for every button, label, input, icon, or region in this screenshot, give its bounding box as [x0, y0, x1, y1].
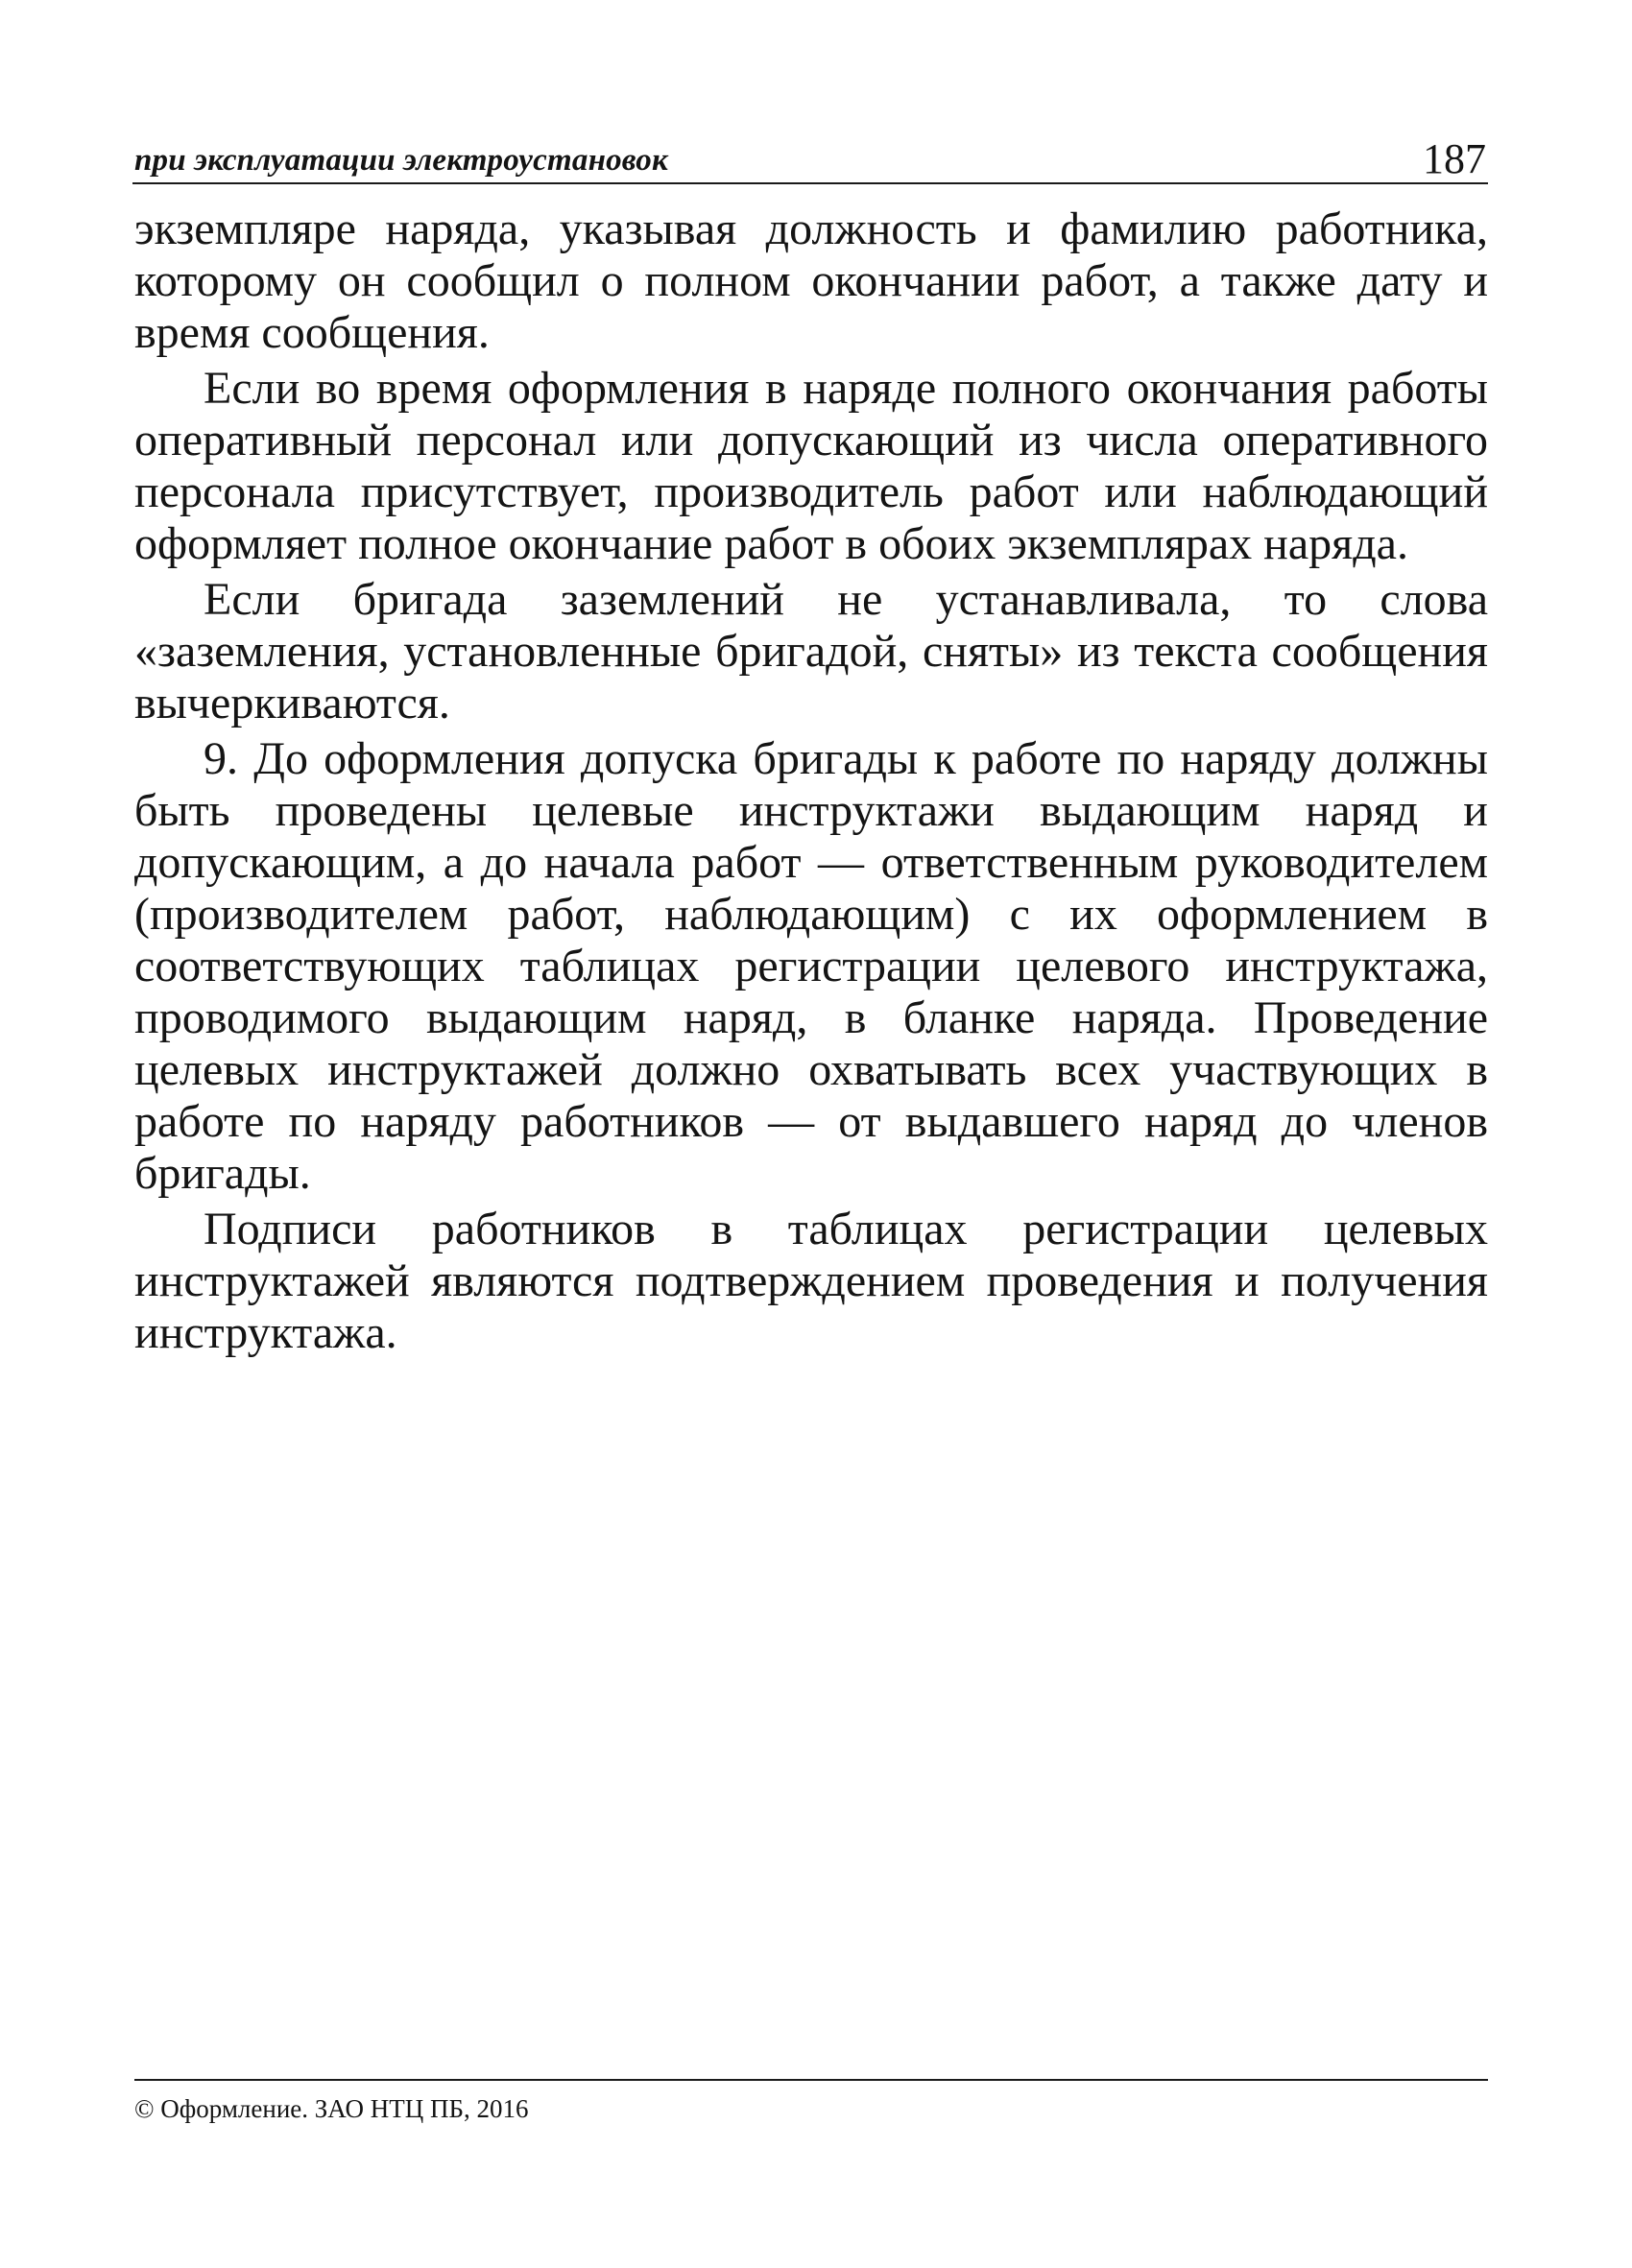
paragraph-continuation: экземпляре наряда, указывая должность и фамилию работника, которому он сообщил о полном окончании работ, а также дату и время сообщения. — [134, 203, 1488, 358]
footer-copyright: © Оформление. ЗАО НТЦ ПБ, 2016 — [134, 2094, 529, 2123]
paragraph: Подписи работников в таблицах регистрации целевых инструктажей являются подтверждением проведения и получения инструктажа. — [134, 1204, 1488, 1358]
paragraph: Если во время оформления в наряде полного окончания работы оперативный персонал или допускающий из числа оперативного персонала присутствует, производитель работ или наблюдающий оформляет полное окончание работ в обоих экземплярах наряда. — [134, 363, 1488, 569]
running-title: при эксплуатации электроустановок — [134, 143, 668, 178]
page-number: 187 — [1423, 135, 1486, 182]
paragraph: Если бригада заземлений не устанавливала, то слова «заземления, установленные бригадой, сняты» из текста сообщения вычеркиваются. — [134, 574, 1488, 728]
body-text — [134, 203, 1488, 1363]
footer-divider — [134, 2079, 1488, 2081]
paragraph-item-9: 9. До оформления допуска бригады к работе по наряду должны быть проведены целевые инструктажи выдающим наряд и допускающим, а до начала работ — ответственным руководителем (производителем работ, наблюдающим) с их оформлением в соответствующих таблицах регистрации целевого инструктажа, проводимого выдающим наряд, в бланке наряда. Проведение целевых инструктажей должно охватывать всех участвующих в работе по наряду работников — от выдавшего наряд до членов бригады. — [134, 733, 1488, 1199]
page-header — [132, 123, 1488, 184]
